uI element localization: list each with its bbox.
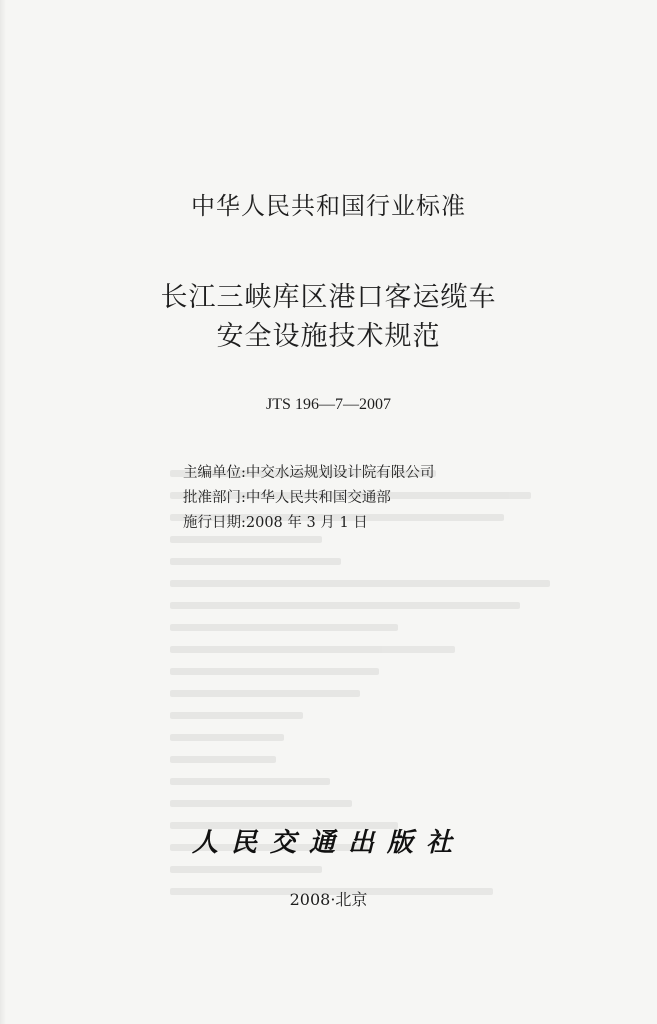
publisher-logo-text: 人民交通出版社 xyxy=(191,828,465,858)
approving-department: 批准部门:中华人民共和国交通部 xyxy=(183,490,391,506)
binding-shadow xyxy=(0,0,6,1024)
document-title-line-1: 长江三峡库区港口客运缆车 xyxy=(160,282,497,313)
publication-year-place: 2008·北京 xyxy=(289,890,368,909)
document-meta xyxy=(183,461,434,536)
document-title-line-2: 安全设施技术规范 xyxy=(216,321,441,352)
standard-code: JTS 196—7—2007 xyxy=(266,396,391,413)
editor-unit: 主编单位:中交水运规划设计院有限公司 xyxy=(183,465,435,481)
effective-date: 施行日期:2008 年 3 月 1 日 xyxy=(183,515,368,531)
industry-standard-heading: 中华人民共和国行业标准 xyxy=(191,192,466,220)
